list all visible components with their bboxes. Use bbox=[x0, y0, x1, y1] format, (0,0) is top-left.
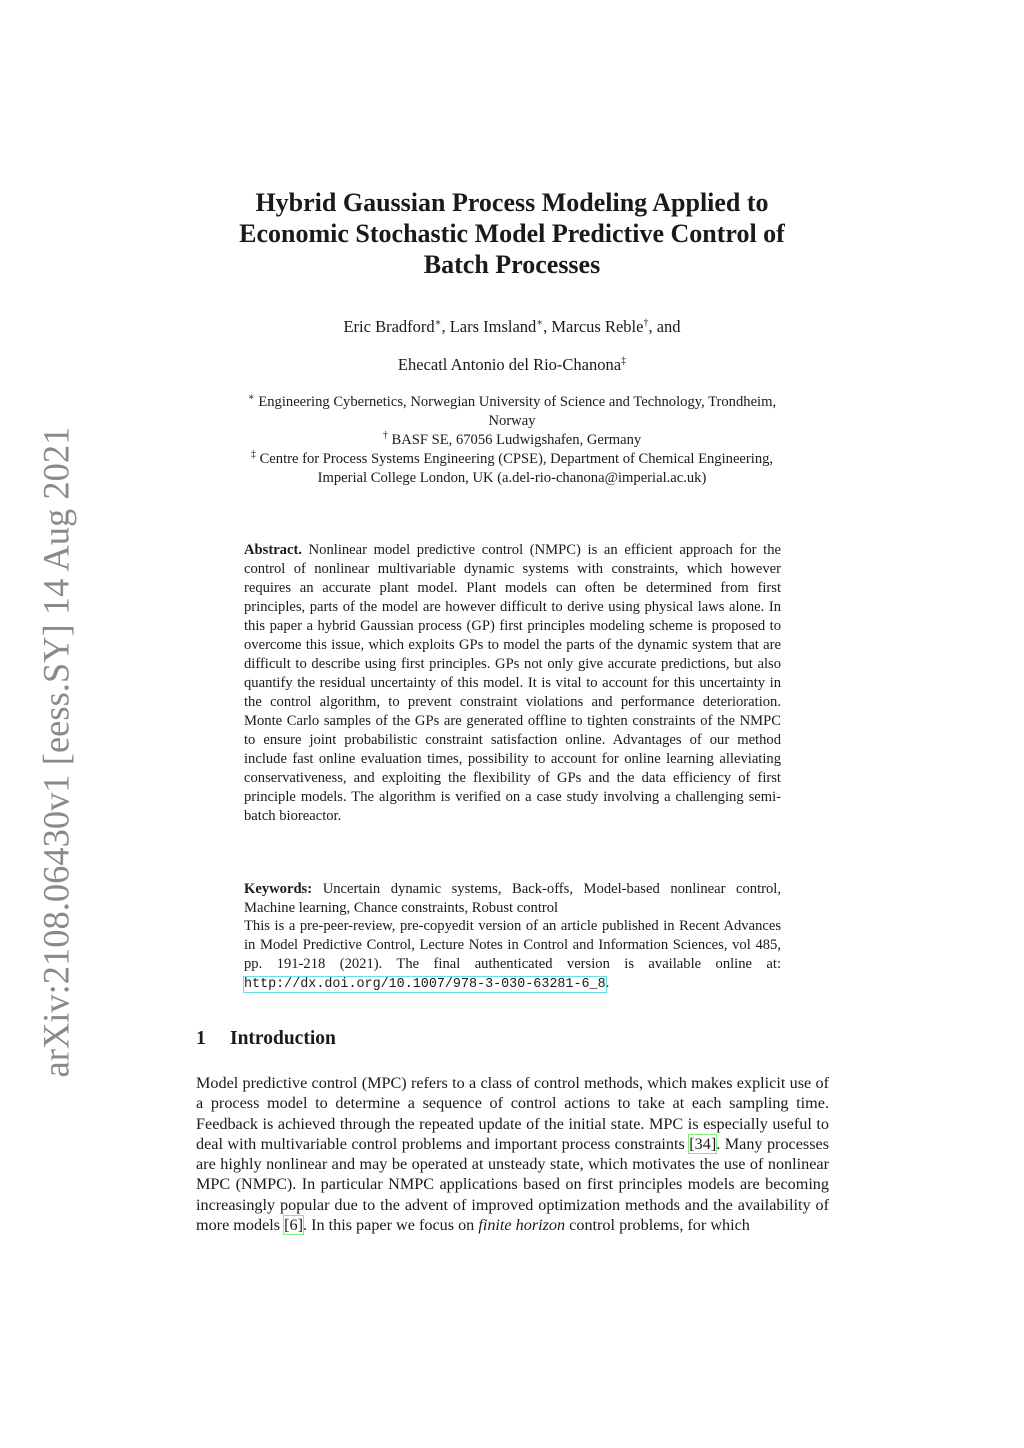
abstract-label: Abstract. bbox=[244, 542, 302, 558]
author-mark: † bbox=[643, 317, 649, 329]
doi-link[interactable]: http://dx.doi.org/10.1007/978-3-030-63281-6_8 bbox=[244, 977, 606, 992]
intro-text: . In this paper we focus on bbox=[303, 1216, 479, 1235]
affiliation-text: BASF SE, 67056 Ludwigshafen, Germany bbox=[391, 432, 642, 448]
affiliation bbox=[190, 393, 834, 412]
bracket-open: [ bbox=[284, 1216, 290, 1235]
arxiv-identifier: arXiv:2108.06430v1 [eess.SY] 14 Aug 2021 bbox=[35, 426, 77, 1078]
affiliation-text: Centre for Process Systems Engineering (CPSE), Department of Chemical Engineering, bbox=[259, 451, 774, 467]
keywords bbox=[244, 880, 781, 918]
citation-link[interactable] bbox=[284, 1216, 303, 1234]
section-title: Introduction bbox=[230, 1028, 336, 1049]
author-separator: , bbox=[543, 317, 552, 336]
affiliation-mark: ∗ bbox=[247, 392, 255, 404]
affiliations bbox=[190, 393, 834, 488]
citation-link[interactable] bbox=[689, 1135, 716, 1153]
title-line: Economic Stochastic Model Predictive Control of bbox=[239, 219, 785, 248]
author-name: Ehecatl Antonio del Rio-Chanona bbox=[397, 355, 622, 374]
section-number: 1 bbox=[196, 1028, 206, 1049]
affiliation-continued: Imperial College London, UK (a.del-rio-chanona@imperial.ac.uk) bbox=[317, 470, 707, 486]
abstract-text: Nonlinear model predictive control (NMPC) is an efficient approach for the control of nonlinear multivariable dynamic systems with constraints, which however requires an accurate plant model. Plant models can often be determined from first principles, parts of the model are however difficult to derive using physical laws alone. In this paper a hybrid Gaussian process (GP) first principles modeling scheme is proposed to overcome this issue, which exploits GPs to model the parts of the dynamic system that are difficult to describe using first principles. GPs not only give accurate predictions, but also quantify the residual uncertainty of this model. It is vital to account for this uncertainty in the control algorithm, to prevent constraint violations and performance deterioration. Monte Carlo samples of the GPs are generated offline to tighten constraints of the NMPC to ensure joint probabilistic constraint satisfaction online. Advantages of our method include fast online evaluation times, possibility to account for online learning alleviating conservativeness, and exploiting the flexibility of GPs and the data efficiency of first principle models. The algorithm is verified on a case study involving a challenging semi-batch bioreactor. bbox=[244, 542, 781, 824]
affiliation-text: Engineering Cybernetics, Norwegian University of Science and Technology, Trondheim, bbox=[258, 394, 777, 410]
author-mark: ∗ bbox=[536, 317, 544, 329]
keywords-label: Keywords: bbox=[244, 881, 313, 897]
author-list-continued bbox=[150, 355, 874, 375]
publication-note bbox=[244, 917, 781, 994]
affiliation bbox=[190, 431, 834, 450]
author-name: Lars Imsland bbox=[449, 317, 537, 336]
affiliation-mark: ‡ bbox=[250, 449, 256, 461]
author-name: Marcus Reble bbox=[551, 317, 644, 336]
introduction-paragraph bbox=[196, 1073, 829, 1235]
affiliation-continued: Norway bbox=[488, 413, 536, 429]
author-list bbox=[150, 317, 874, 337]
title-line: Batch Processes bbox=[423, 250, 601, 279]
title-line: Hybrid Gaussian Process Modeling Applied to bbox=[255, 188, 769, 217]
intro-text: Model predictive control (MPC) refers to a class of control methods, which makes explicit use of a process model to determine a sequence of control actions to take at each sampling time. Feedback is achieved through the repeated update of the initial state. MPC is especially useful to deal with multivariable control problems and important process constraints bbox=[196, 1074, 829, 1153]
keywords-text: Uncertain dynamic systems, Back-offs, Model-based nonlinear control, Machine learning, Chance constraints, Robust control bbox=[244, 881, 781, 916]
intro-text: control problems, for which bbox=[565, 1216, 750, 1235]
publication-note-text: This is a pre-peer-review, pre-copyedit version of an article published in Recent Advances in Model Predictive Control, Lecture Notes in Control and Information Sciences, vol 485, pp. 191-218 (2021). The final authenticated version is available online at: bbox=[244, 918, 781, 972]
bracket-close: ] bbox=[297, 1216, 303, 1235]
author-mark: ∗ bbox=[434, 317, 442, 329]
citation-number: 6 bbox=[289, 1216, 298, 1235]
publication-note-end: . bbox=[605, 975, 610, 991]
emphasis: finite horizon bbox=[478, 1216, 566, 1235]
paper-title bbox=[150, 187, 874, 280]
intro-text: . Many processes are highly nonlinear and may be operated at unsteady state, which motivates the use of nonlinear MPC (NMPC). In particular NMPC applications based on first principles models are becoming increasingly popular due to the advent of improved optimization methods and the availability of more models bbox=[196, 1134, 829, 1235]
bracket-close: ] bbox=[710, 1134, 717, 1153]
author-separator: , bbox=[441, 317, 450, 336]
affiliation bbox=[190, 450, 834, 469]
abstract bbox=[244, 541, 781, 826]
citation-number: 34 bbox=[694, 1134, 711, 1153]
affiliation-mark: † bbox=[382, 430, 388, 442]
author-and: , and bbox=[648, 317, 681, 336]
bracket-open: [ bbox=[689, 1134, 695, 1153]
author-mark: ‡ bbox=[621, 355, 627, 367]
section-heading bbox=[196, 1028, 336, 1050]
author-name: Eric Bradford bbox=[343, 317, 435, 336]
